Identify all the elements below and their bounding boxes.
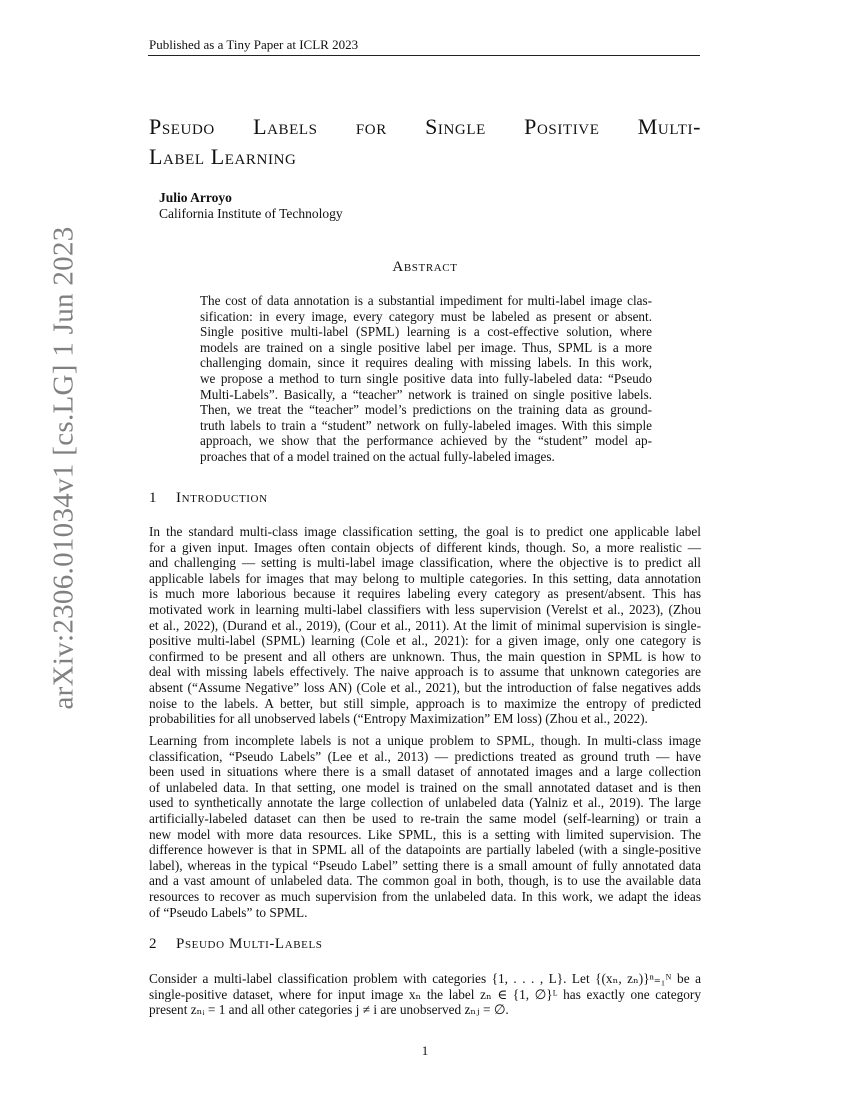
author-affiliation: California Institute of Technology: [159, 206, 343, 221]
section-heading-introduction: [149, 490, 268, 507]
section2-paragraph-1: [149, 971, 701, 1018]
running-header: Published as a Tiny Paper at ICLR 2023: [149, 37, 359, 52]
text-line: of unlabeled data. In that setting, one model is trained on the small annotated dataset and is then: [149, 779, 701, 795]
title-line-1: Pseudo Labels for Single Positive Multi-: [149, 114, 701, 139]
intro-paragraph-2: [149, 733, 701, 920]
abstract-line: challenging domain, since it requires dealing with missing labels. In this work,: [200, 355, 652, 371]
author-block: [159, 190, 343, 222]
text-line: been used in situations where there is a small dataset of annotated images and a large collection: [149, 764, 701, 780]
abstract-body: [200, 293, 652, 465]
text-line: and challenging — setting is multi-label image classification, where the objective is to predict all: [149, 555, 701, 571]
intro-paragraph-1: [149, 524, 701, 727]
text-line: and a vast amount of unlabeled data. The common goal in both, though, is to use the available data: [149, 873, 701, 889]
abstract-line: approach, we show that the performance achieved by the “student” model ap-: [200, 433, 652, 449]
text-line: new model with more data resources. Like SPML, this is a setting with limited supervision. The: [149, 826, 701, 842]
abstract-line: models are trained on a single positive label per image. Thus, SPML is a more: [200, 339, 652, 355]
text-line: noise to the labels. A better, but still simple, approach is to maximize the entropy of predicted: [149, 695, 701, 711]
paper-title: [149, 112, 701, 172]
text-line: single-positive dataset, where for input image xₙ the label zₙ ∈ {1, ∅}ᴸ has exactly one category: [149, 986, 701, 1002]
text-line: probabilities for all unobserved labels (“Entropy Maximization” EM loss) (Zhou et al., 2022).: [149, 711, 648, 727]
text-line: confirmed to be present and all others are unknown. Thus, the main question in SPML is how to: [149, 648, 701, 664]
abstract-line: Multi-Labels”. Basically, a “teacher” network is trained on single positive labels.: [200, 386, 652, 402]
text-line: of “Pseudo Labels” to SPML.: [149, 904, 308, 920]
text-line: Consider a multi-label classification problem with categories {1, . . . , L}. Let {(xₙ, zₙ)}ⁿ₌₁ᴺ be a: [149, 971, 701, 986]
header-rule: [148, 55, 700, 56]
abstract-heading: Abstract: [392, 259, 458, 275]
text-line: present zₙᵢ = 1 and all other categories j ≠ i are unobserved zₙⱼ = ∅.: [149, 1002, 509, 1018]
text-line: for a given input. Images often contain objects of different kinds, though. So, a more realistic —: [149, 539, 701, 555]
text-line: difference however is that in SPML all of the datapoints are partially labeled (with a single-positive: [149, 842, 701, 858]
text-line: motivated work in learning multi-label classifiers with less supervision (Verelst et al., 2023), (Zhou: [149, 601, 701, 617]
abstract-line: truth labels to train a “student” network on fully-labeled images. With this simple: [200, 417, 652, 433]
text-line: positive multi-label (SPML) learning (Cole et al., 2021): for a given image, only one category is: [149, 633, 701, 649]
abstract-line: The cost of data annotation is a substantial impediment for multi-label image clas-: [200, 293, 652, 308]
text-line: Learning from incomplete labels is not a unique problem to SPML, though. In multi-class image: [149, 733, 701, 748]
abstract-line: Then, we treat the “teacher” model’s predictions on the training data as ground-: [200, 402, 652, 418]
text-line: artificially-labeled dataset can then be used to re-train the same model (self-learning) or train a: [149, 810, 701, 826]
text-line: absent (“Assume Negative” loss AN) (Cole et al., 2021), but the introduction of false negatives adds: [149, 679, 701, 695]
title-line-2: Label Learning: [149, 144, 297, 169]
abstract-line: Single positive multi-label (SPML) learning is a cost-effective solution, where: [200, 324, 652, 340]
text-line: classification, “Pseudo Labels” (Lee et al., 2013) — predictions treated as ground truth — have: [149, 748, 701, 764]
text-line: label), whereas in the typical “Pseudo Label” setting there is a small amount of fully annotated data: [149, 857, 701, 873]
text-line: deal with missing labels effectively. The naive approach is to assume that unknown categories are: [149, 664, 701, 680]
section-heading-pseudo-multi-labels: [149, 936, 323, 953]
text-line: et al., 2022), (Durand et al., 2019), (Cour et al., 2011). At the limit of minimal supervision is single-: [149, 617, 701, 633]
abstract-line: sification: in every image, every category must be labeled as present or absent.: [200, 308, 652, 324]
text-line: applicable labels for images that may belong to multiple categories. In this setting, data annotation: [149, 570, 701, 586]
section-title: Pseudo Multi-Labels: [176, 936, 323, 952]
section-number: 1: [149, 490, 158, 506]
text-line: resources to recover as much supervision from the unlabeled data. In this work, we adapt the ideas: [149, 888, 701, 904]
abstract-line: proaches that of a model trained on the actual fully-labeled images.: [200, 448, 555, 464]
section-title: Introduction: [176, 490, 268, 506]
text-line: used to synthetically annotate the large collection of unlabeled data (Yalniz et al., 2019). The large: [149, 795, 701, 811]
arxiv-stamp: arXiv:2306.01034v1 [cs.LG] 1 Jun 2023: [47, 226, 80, 710]
author-name: Julio Arroyo: [159, 190, 232, 205]
text-line: is much more laborious because it requires labeling every category as present/absent. This has: [149, 586, 701, 602]
page-number: 1: [421, 1043, 429, 1058]
text-line: In the standard multi-class image classification setting, the goal is to predict one applicable label: [149, 524, 701, 539]
abstract-line: we propose a method to turn single positive data into fully-labeled data: “Pseudo: [200, 370, 652, 386]
section-number: 2: [149, 936, 158, 952]
